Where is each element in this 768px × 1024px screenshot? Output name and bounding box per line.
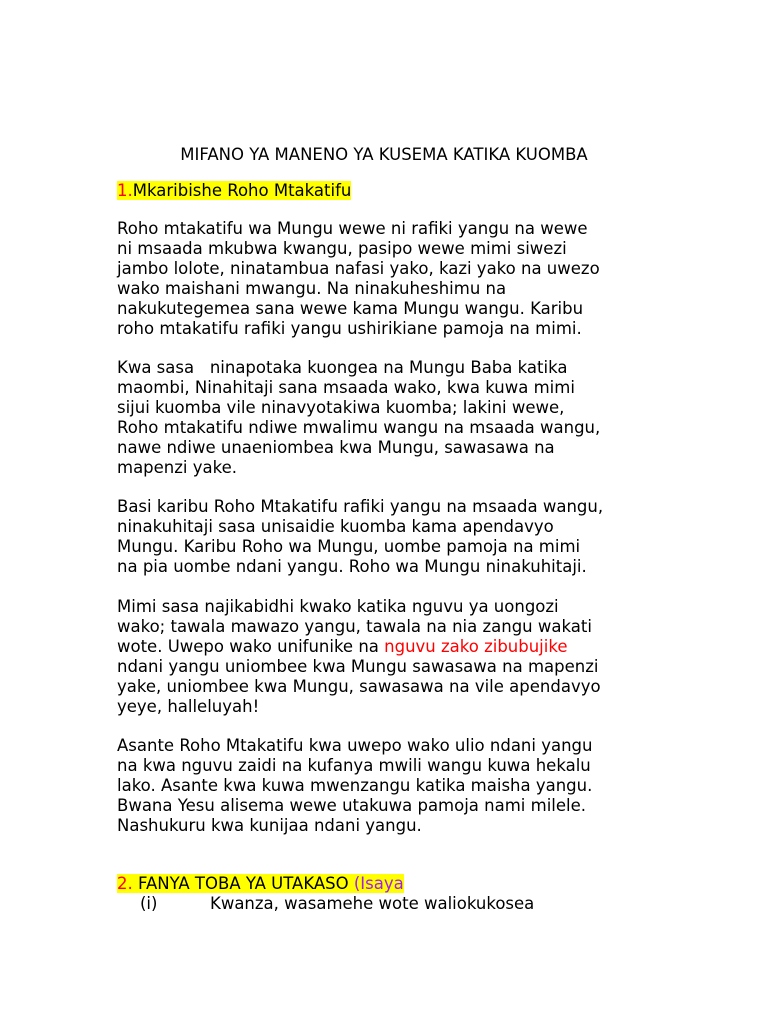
section-1-title: Mkaribishe Roho Mtakatifu <box>132 181 352 200</box>
list-item <box>140 894 534 914</box>
paragraph-line: ndani yangu uniombee kwa Mungu sawasawa na mapenzi <box>117 657 599 676</box>
paragraph-line: yake, uniombee kwa Mungu, sawasawa na vile apendavyo <box>117 677 601 696</box>
document-title: MIFANO YA MANENO YA KUSEMA KATIKA KUOMBA <box>180 145 588 164</box>
paragraph-line: Kwa sasa ninapotaka kuongea na Mungu Baba katika <box>117 358 568 377</box>
paragraph-line: Roho mtakatifu ndiwe mwalimu wangu na msaada wangu, <box>117 418 601 437</box>
section-1-heading <box>117 180 757 202</box>
paragraph-line: sijui kuomba vile ninavyotakiwa kuomba; lakini wewe, <box>117 398 565 417</box>
paragraph-line: Bwana Yesu alisema wewe utakuwa pamoja nami milele. <box>117 796 587 815</box>
section-2-highlight <box>117 874 404 893</box>
section-1-number: 1. <box>117 181 133 200</box>
section-2-reference: (Isaya <box>348 874 404 893</box>
paragraph-line: wako; tawala mawazo yangu, tawala na nia zangu wakati <box>117 617 592 636</box>
paragraph-line: nakukutegemea sana wewe kama Mungu wangu. Karibu <box>117 299 584 318</box>
section-2-title: FANYA TOBA YA UTAKASO <box>132 874 349 893</box>
paragraph-line: Basi karibu Roho Mtakatifu rafiki yangu na msaada wangu, <box>117 497 604 516</box>
paragraph-line: roho mtakatifu rafiki yangu ushirikiane pamoja na mimi. <box>117 319 582 338</box>
section-1-highlight <box>117 181 351 200</box>
paragraph-line: mapenzi yake. <box>117 458 237 477</box>
paragraph-line: jambo lolote, ninatambua nafasi yako, kazi yako na uwezo <box>117 259 600 278</box>
paragraph-line: ni msaada mkubwa kwangu, pasipo wewe mimi siwezi <box>117 239 567 258</box>
paragraph-line: Mungu. Karibu Roho wa Mungu, uombe pamoja na mimi <box>117 537 581 556</box>
paragraph-4 <box>117 597 757 717</box>
paragraph-line: lako. Asante kwa kuwa mwenzangu katika maisha yangu. <box>117 776 593 795</box>
section-2-number: 2. <box>117 874 133 893</box>
paragraph-line: yeye, halleluyah! <box>117 697 260 716</box>
paragraph-5 <box>117 736 757 836</box>
paragraph-line: maombi, Ninahitaji sana msaada wako, kwa kuwa mimi <box>117 378 575 397</box>
paragraph-line: wako maishani mwangu. Na ninakuheshimu na <box>117 279 507 298</box>
paragraph-line: Nashukuru kwa kunijaa ndani yangu. <box>117 816 422 835</box>
paragraph-line: ninakuhitaji sasa unisaidie kuomba kama apendavyo <box>117 517 554 536</box>
section-2-heading <box>117 873 757 895</box>
paragraph-line-mixed <box>117 637 757 657</box>
paragraph-line: Asante Roho Mtakatifu kwa uwepo wako ulio ndani yangu <box>117 736 593 755</box>
list-item-number: (i) <box>140 894 158 913</box>
paragraph-line: Mimi sasa najikabidhi kwako katika nguvu ya uongozi <box>117 597 559 616</box>
paragraph-line: na pia uombe ndani yangu. Roho wa Mungu ninakuhitaji. <box>117 557 587 576</box>
paragraph-2 <box>117 358 757 478</box>
red-text: nguvu zako zibubujike <box>384 637 568 656</box>
paragraph-line: na kwa nguvu zaidi na kufanya mwili wangu kuwa hekalu <box>117 756 591 775</box>
paragraph-line: nawe ndiwe unaeniombea kwa Mungu, sawasawa na <box>117 438 555 457</box>
list-item-text: Kwanza, wasamehe wote waliokukosea <box>210 894 535 913</box>
paragraph-1 <box>117 219 757 339</box>
paragraph-3 <box>117 497 757 577</box>
paragraph-line: Roho mtakatifu wa Mungu wewe ni rafiki yangu na wewe <box>117 219 588 238</box>
paragraph-text: wote. Uwepo wako unifunike na <box>117 637 385 656</box>
